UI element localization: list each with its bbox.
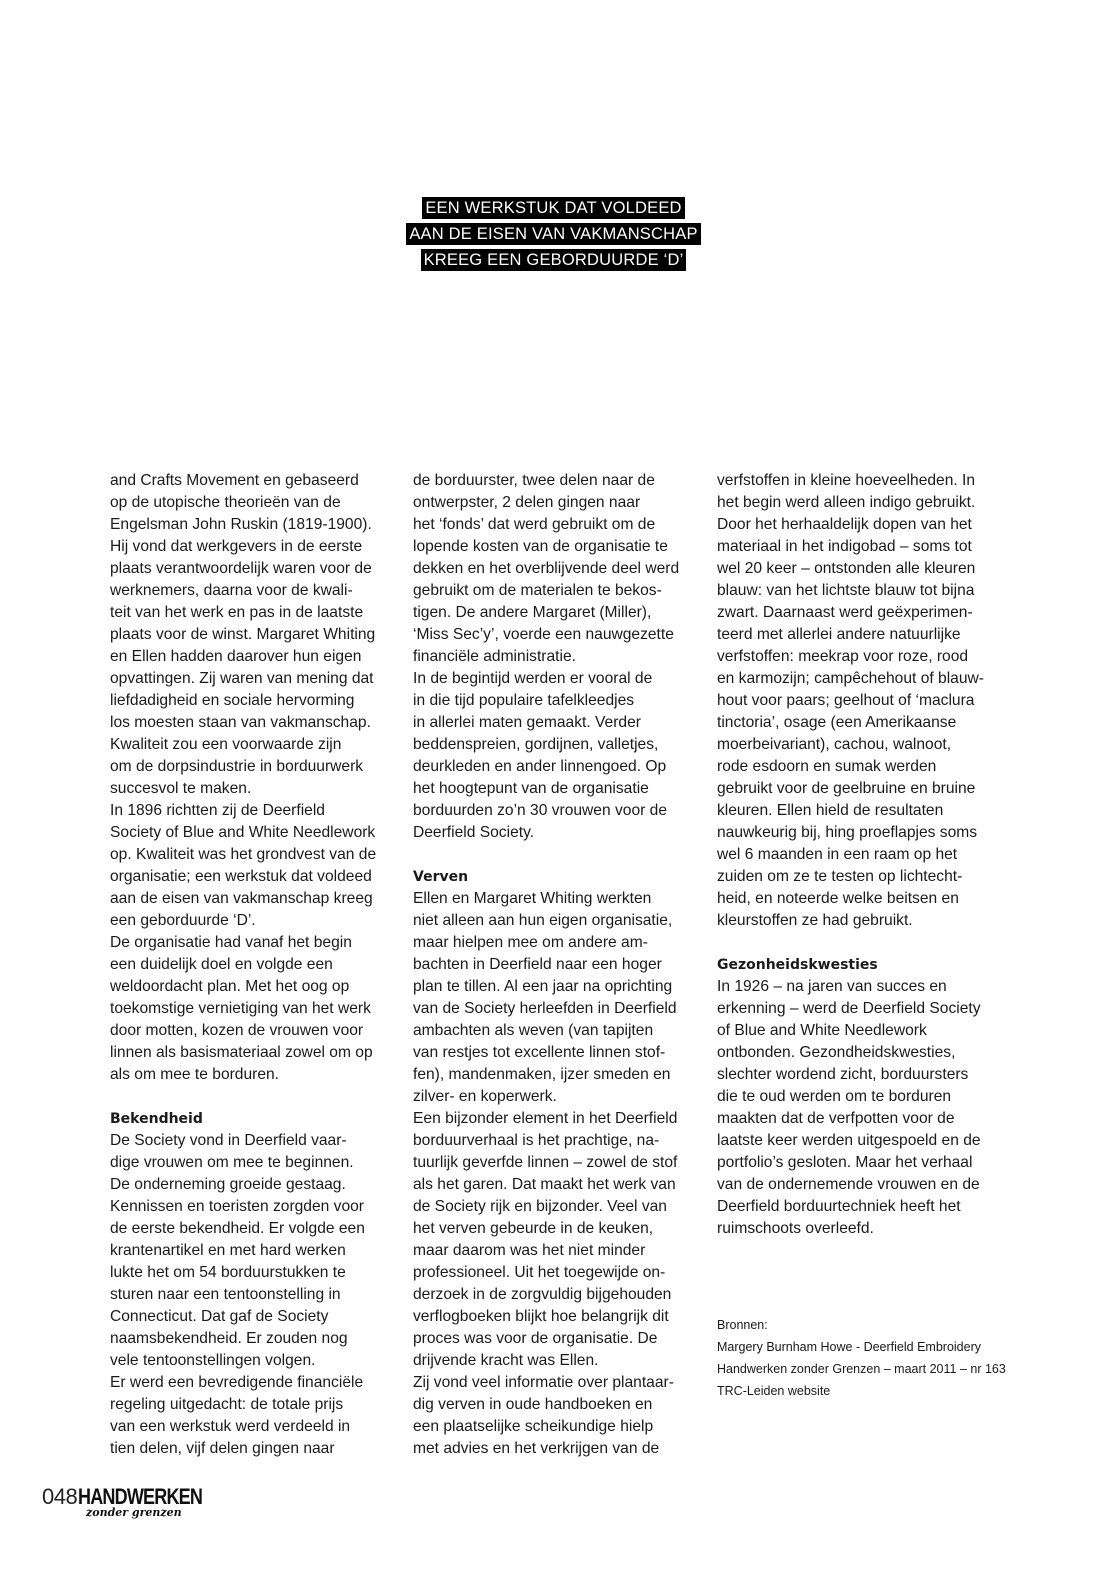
text-line: van een werkstuk werd verdeeld in xyxy=(110,1418,351,1435)
text-line: regeling uitgedacht: de totale prijs xyxy=(110,1396,344,1413)
text-line: Connecticut. Dat gaf de Society xyxy=(110,1308,329,1325)
text-line: ambachten als weven (van tapijten xyxy=(413,1022,654,1039)
paragraph-gap xyxy=(717,932,1002,954)
section-heading: Bekendheid xyxy=(110,1111,203,1127)
text-line: heid, en noteerde welke beitsen en xyxy=(717,890,959,907)
text-line: linnen als basismateriaal zowel om op xyxy=(110,1044,373,1061)
text-line: Engelsman John Ruskin (1819-1900). xyxy=(110,516,372,533)
text-line: sturen naar een tentoonstelling in xyxy=(110,1286,341,1303)
text-line: Kennissen en toeristen zorgden voor xyxy=(110,1198,364,1215)
text-line: drijvende kracht was Ellen. xyxy=(413,1352,599,1369)
text-line: Kwaliteit zou een voorwaarde zijn xyxy=(110,736,342,753)
text-line: moerbeivariant), cachou, walnoot, xyxy=(717,736,952,753)
text-line: and Crafts Movement en gebaseerd xyxy=(110,472,359,489)
text-line: krantenartikel en met hard werken xyxy=(110,1242,346,1259)
text-line: tuurlijk geverfde linnen – zowel de stof xyxy=(413,1154,678,1171)
text-line: Deerfield Society. xyxy=(413,824,535,841)
magazine-title: HANDWERKEN xyxy=(78,1484,203,1509)
text-line: De Society vond in Deerfield vaar- xyxy=(110,1132,347,1149)
text-line: een geborduurde ‘D’. xyxy=(110,912,256,929)
sources-label: Bronnen: xyxy=(717,1318,768,1332)
text-line: De onderneming groeide gestaag. xyxy=(110,1176,346,1193)
source-item: Margery Burnham Howe - Deerfield Embroidery xyxy=(717,1340,981,1354)
text-line: kleurstoffen ze had gebruikt. xyxy=(717,912,913,929)
text-line: teerd met allerlei andere natuurlijke xyxy=(717,626,961,643)
text-line: proces was voor de organisatie. De xyxy=(413,1330,658,1347)
text-line: Ellen en Margaret Whiting werkten xyxy=(413,890,652,907)
text-line: het verven gebeurde in de keuken, xyxy=(413,1220,654,1237)
pull-quote-line: EEN WERKSTUK DAT VOLDEED xyxy=(422,197,684,219)
text-line: Er werd een bevredigende financiële xyxy=(110,1374,364,1391)
text-line: laatste keer werden uitgespoeld en de xyxy=(717,1132,981,1149)
text-line: plaats voor de winst. Margaret Whiting xyxy=(110,626,376,643)
pull-quote-line: AAN DE EISEN VAN VAKMANSCHAP xyxy=(406,223,700,245)
text-line: een plaatselijke scheikundige hielp xyxy=(413,1418,654,1435)
text-line: derzoek in de zorgvuldig bijgehouden xyxy=(413,1286,672,1303)
text-line: maakten dat de verfpotten voor de xyxy=(717,1110,955,1127)
page-footer xyxy=(42,1484,230,1524)
text-line: plaats verantwoordelijk waren voor de xyxy=(110,560,372,577)
text-line: borduurverhaal is het prachtige, na- xyxy=(413,1132,660,1149)
text-line: bachten in Deerfield naar een hoger xyxy=(413,956,662,973)
text-line: van de ondernemende vrouwen en de xyxy=(717,1176,980,1193)
text-line: verfstoffen: meekrap voor roze, rood xyxy=(717,648,969,665)
text-line: de Society rijk en bijzonder. Veel van xyxy=(413,1198,667,1215)
text-line: op. Kwaliteit was het grondvest van de xyxy=(110,846,377,863)
text-line: borduurden zo’n 30 vrouwen voor de xyxy=(413,802,667,819)
text-line: in allerlei maten gemaakt. Verder xyxy=(413,714,641,731)
text-line: een duidelijk doel en volgde een xyxy=(110,956,333,973)
text-line: materiaal in het indigobad – soms tot xyxy=(717,538,972,555)
text-line: erkenning – werd de Deerfield Society xyxy=(717,1000,981,1017)
article-column-1 xyxy=(110,470,395,1460)
text-line: door motten, kozen de vrouwen voor xyxy=(110,1022,364,1039)
text-line: zwart. Daarnaast werd geëxperimen- xyxy=(717,604,973,621)
article-column-3 xyxy=(717,470,1002,1240)
text-line: de eerste bekendheid. Er volgde een xyxy=(110,1220,365,1237)
text-line: los moesten staan van vakmanschap. xyxy=(110,714,371,731)
text-line: op de utopische theorieën van de xyxy=(110,494,341,511)
paragraph-gap xyxy=(110,1086,395,1108)
text-line: naamsbekendheid. Er zouden nog xyxy=(110,1330,348,1347)
text-line: van restjes tot excellente linnen stof- xyxy=(413,1044,666,1061)
pull-quote-line: KREEG EEN GEBORDUURDE ‘D’ xyxy=(421,249,687,271)
text-line: Society of Blue and White Needlework xyxy=(110,824,376,841)
text-line: slechter wordend zicht, borduursters xyxy=(717,1066,969,1083)
text-line: kleuren. Ellen hield de resultaten xyxy=(717,802,944,819)
text-line: en Ellen hadden daarover hun eigen xyxy=(110,648,362,665)
text-line: ‘Miss Sec’y’, voerde een nauwgezette xyxy=(413,626,674,643)
text-line: financiële administratie. xyxy=(413,648,576,665)
text-line: lukte het om 54 borduurstukken te xyxy=(110,1264,346,1281)
text-line: van de Society herleefden in Deerfield xyxy=(413,1000,677,1017)
text-line: teit van het werk en pas in de laatste xyxy=(110,604,364,621)
text-line: Zij vond veel informatie over plantaar- xyxy=(413,1374,674,1391)
text-line: portfolio’s gesloten. Maar het verhaal xyxy=(717,1154,973,1171)
text-line: professioneel. Uit het toegewijde on- xyxy=(413,1264,666,1281)
text-line: Door het herhaaldelijk dopen van het xyxy=(717,516,972,533)
text-line: en karmozijn; campêchehout of blauw- xyxy=(717,670,984,687)
text-line: aan de eisen van vakmanschap kreeg xyxy=(110,890,373,907)
text-line: werknemers, daarna voor de kwali- xyxy=(110,582,353,599)
text-line: in die tijd populaire tafelkleedjes xyxy=(413,692,635,709)
text-line: het hoogtepunt van de organisatie xyxy=(413,780,649,797)
magazine-subtitle: zonder grenzen xyxy=(86,1506,182,1519)
text-line: De organisatie had vanaf het begin xyxy=(110,934,352,951)
text-line: het ‘fonds’ dat werd gebruikt om de xyxy=(413,516,656,533)
text-line: tinctoria’, osage (een Amerikaanse xyxy=(717,714,957,731)
text-line: Deerfield borduurtechniek heeft het xyxy=(717,1198,961,1215)
text-line: om de dorpsindustrie in borduurwerk xyxy=(110,758,364,775)
text-line: maar daarom was het niet minder xyxy=(413,1242,646,1259)
text-line: of Blue and White Needlework xyxy=(717,1022,927,1039)
text-line: liefdadigheid en sociale hervorming xyxy=(110,692,355,709)
text-line: blauw: van het lichtste blauw tot bijna xyxy=(717,582,975,599)
text-line: dekken en het overblijvende deel werd xyxy=(413,560,680,577)
text-line: wel 20 keer – ontstonden alle kleuren xyxy=(717,560,976,577)
text-line: hout voor paars; geelhout of ‘maclura xyxy=(717,692,975,709)
text-line: weldoordacht plan. Met het oog op xyxy=(110,978,350,995)
text-line: verflogboeken blijkt hoe belangrijk dit xyxy=(413,1308,669,1325)
section-heading: Gezonheidskwesties xyxy=(717,957,878,973)
text-line: deurkleden en ander linnengoed. Op xyxy=(413,758,667,775)
text-line: opvattingen. Zij waren van mening dat xyxy=(110,670,374,687)
text-line: organisatie; een werkstuk dat voldeed xyxy=(110,868,372,885)
text-line: tien delen, vijf delen gingen naar xyxy=(110,1440,335,1457)
text-line: lopende kosten van de organisatie te xyxy=(413,538,668,555)
text-line: gebruikt om de materialen te bekos- xyxy=(413,582,662,599)
text-line: succesvol te maken. xyxy=(110,780,252,797)
source-item: Handwerken zonder Grenzen – maart 2011 – nr 163 xyxy=(717,1362,1006,1376)
text-line: ontbonden. Gezondheidskwesties, xyxy=(717,1044,956,1061)
text-line: fen), mandenmaken, ijzer smeden en xyxy=(413,1066,671,1083)
text-line: rode esdoorn en sumak werden xyxy=(717,758,937,775)
section-heading: Verven xyxy=(413,869,469,885)
text-line: In 1926 – na jaren van succes en xyxy=(717,978,947,995)
text-line: ontwerpster, 2 delen gingen naar xyxy=(413,494,641,511)
text-line: plan te tillen. Al een jaar na oprichting xyxy=(413,978,673,995)
text-line: maar hielpen mee om andere am- xyxy=(413,934,648,951)
text-line: zuiden om ze te testen op lichtecht- xyxy=(717,868,963,885)
page-number: 048 xyxy=(42,1484,78,1509)
text-line: tigen. De andere Margaret (Miller), xyxy=(413,604,652,621)
text-line: dig verven in oude handboeken en xyxy=(413,1396,653,1413)
text-line: wel 6 maanden in een raam op het xyxy=(717,846,958,863)
text-line: gebruikt voor de geelbruine en bruine xyxy=(717,780,976,797)
text-line: de borduurster, twee delen naar de xyxy=(413,472,655,489)
text-line: niet alleen aan hun eigen organisatie, xyxy=(413,912,673,929)
source-item: TRC-Leiden website xyxy=(717,1384,831,1398)
text-line: Hij vond dat werkgevers in de eerste xyxy=(110,538,363,555)
text-line: het begin werd alleen indigo gebruikt. xyxy=(717,494,976,511)
pull-quote xyxy=(0,196,1107,274)
text-line: ruimschoots overleefd. xyxy=(717,1220,874,1237)
paragraph-gap xyxy=(413,844,698,866)
text-line: In 1896 richtten zij de Deerfield xyxy=(110,802,325,819)
text-line: verfstoffen in kleine hoeveelheden. In xyxy=(717,472,976,489)
text-line: zilver- en koperwerk. xyxy=(413,1088,557,1105)
text-line: vele tentoonstellingen volgen. xyxy=(110,1352,316,1369)
text-line: In de begintijd werden er vooral de xyxy=(413,670,653,687)
text-line: als het garen. Dat maakt het werk van xyxy=(413,1176,676,1193)
text-line: dige vrouwen om mee te beginnen. xyxy=(110,1154,354,1171)
sources-block xyxy=(717,1314,1007,1402)
text-line: Een bijzonder element in het Deerfield xyxy=(413,1110,678,1127)
article-column-2 xyxy=(413,470,698,1460)
text-line: met advies en het verkrijgen van de xyxy=(413,1440,660,1457)
text-line: toekomstige vernietiging van het werk xyxy=(110,1000,371,1017)
text-line: als om mee te borduren. xyxy=(110,1066,280,1083)
text-line: die te oud werden om te borduren xyxy=(717,1088,952,1105)
text-line: nauwkeurig bij, hing proeflapjes soms xyxy=(717,824,978,841)
text-line: beddenspreien, gordijnen, valletjes, xyxy=(413,736,659,753)
